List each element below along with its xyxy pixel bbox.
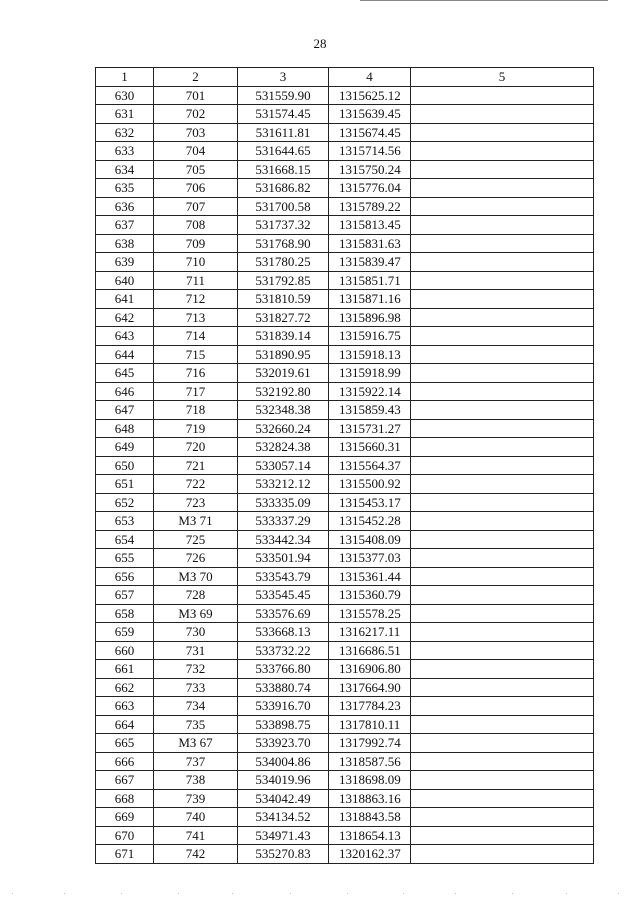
scan-speck [618,893,619,894]
cell-point-id: 718 [154,401,238,420]
cell-index: 669 [96,808,154,827]
cell-note [411,86,594,105]
table-row [96,845,594,864]
cell-index: 663 [96,697,154,716]
cell-x: 533766.80 [238,660,329,679]
cell-note [411,845,594,864]
cell-index: 648 [96,419,154,438]
cell-index: 631 [96,105,154,124]
table-row [96,419,594,438]
cell-point-id: МЗ 69 [154,604,238,623]
top-rule [360,0,608,1]
cell-y: 1315831.63 [329,234,411,253]
table-row [96,641,594,660]
cell-index: 637 [96,216,154,235]
cell-point-id: МЗ 71 [154,512,238,531]
cell-y: 1315896.98 [329,308,411,327]
cell-index: 630 [96,86,154,105]
table-row [96,826,594,845]
cell-x: 534042.49 [238,789,329,808]
cell-index: 661 [96,660,154,679]
coordinates-table [95,67,594,864]
cell-x: 531686.82 [238,179,329,198]
scan-speck [455,893,456,894]
scan-speck [290,893,291,894]
cell-x: 534004.86 [238,752,329,771]
cell-y: 1315625.12 [329,86,411,105]
cell-index: 650 [96,456,154,475]
cell-note [411,530,594,549]
cell-point-id: 740 [154,808,238,827]
cell-point-id: 717 [154,382,238,401]
cell-x: 533543.79 [238,567,329,586]
cell-point-id: 714 [154,327,238,346]
cell-x: 533923.70 [238,734,329,753]
cell-index: 652 [96,493,154,512]
cell-point-id: 737 [154,752,238,771]
page-number: 28 [313,36,327,51]
cell-point-id: 734 [154,697,238,716]
cell-index: 656 [96,567,154,586]
cell-y: 1317784.23 [329,697,411,716]
cell-y: 1315750.24 [329,160,411,179]
cell-note [411,179,594,198]
cell-y: 1315660.31 [329,438,411,457]
cell-y: 1315564.37 [329,456,411,475]
cell-note [411,678,594,697]
cell-point-id: 739 [154,789,238,808]
table-body [96,86,594,863]
scan-speck [12,893,13,894]
cell-index: 646 [96,382,154,401]
table-row [96,604,594,623]
cell-point-id: 730 [154,623,238,642]
table-row [96,715,594,734]
table-row [96,567,594,586]
cell-y: 1315871.16 [329,290,411,309]
cell-y: 1315674.45 [329,123,411,142]
cell-x: 531644.65 [238,142,329,161]
table-row [96,789,594,808]
cell-index: 642 [96,308,154,327]
cell-x: 531559.90 [238,86,329,105]
cell-point-id: 701 [154,86,238,105]
cell-index: 664 [96,715,154,734]
cell-point-id: 732 [154,660,238,679]
cell-note [411,715,594,734]
table-row [96,142,594,161]
cell-note [411,290,594,309]
cell-x: 533916.70 [238,697,329,716]
cell-index: 645 [96,364,154,383]
table-row [96,86,594,105]
column-header-2: 2 [154,68,238,87]
cell-index: 634 [96,160,154,179]
cell-x: 533501.94 [238,549,329,568]
cell-y: 1315918.13 [329,345,411,364]
cell-note [411,160,594,179]
cell-x: 532019.61 [238,364,329,383]
cell-y: 1315714.56 [329,142,411,161]
cell-point-id: 719 [154,419,238,438]
cell-x: 533668.13 [238,623,329,642]
cell-x: 531890.95 [238,345,329,364]
scan-speck [64,893,65,894]
cell-x: 535270.83 [238,845,329,864]
cell-x: 534134.52 [238,808,329,827]
cell-point-id: 728 [154,586,238,605]
table-row [96,771,594,790]
cell-note [411,401,594,420]
cell-point-id: 720 [154,438,238,457]
cell-point-id: 733 [154,678,238,697]
cell-note [411,567,594,586]
cell-x: 534019.96 [238,771,329,790]
cell-point-id: 715 [154,345,238,364]
cell-note [411,419,594,438]
table-row [96,290,594,309]
column-header-1: 1 [96,68,154,87]
cell-y: 1320162.37 [329,845,411,864]
cell-note [411,271,594,290]
cell-y: 1318698.09 [329,771,411,790]
cell-note [411,327,594,346]
cell-y: 1315813.45 [329,216,411,235]
cell-y: 1315578.25 [329,604,411,623]
table-row [96,734,594,753]
cell-x: 533576.69 [238,604,329,623]
cell-note [411,142,594,161]
cell-note [411,197,594,216]
cell-index: 651 [96,475,154,494]
cell-point-id: 704 [154,142,238,161]
cell-y: 1316686.51 [329,641,411,660]
cell-y: 1317664.90 [329,678,411,697]
cell-index: 643 [96,327,154,346]
cell-point-id: 716 [154,364,238,383]
table-row [96,382,594,401]
cell-note [411,623,594,642]
cell-note [411,641,594,660]
cell-note [411,734,594,753]
cell-point-id: 738 [154,771,238,790]
cell-x: 531668.15 [238,160,329,179]
scan-speck [403,893,404,894]
cell-index: 670 [96,826,154,845]
scan-speck [347,893,348,894]
cell-y: 1318587.56 [329,752,411,771]
table-row [96,808,594,827]
cell-x: 533545.45 [238,586,329,605]
cell-x: 532824.38 [238,438,329,457]
cell-x: 533898.75 [238,715,329,734]
cell-y: 1315377.03 [329,549,411,568]
cell-point-id: 721 [154,456,238,475]
cell-x: 531780.25 [238,253,329,272]
cell-point-id: 706 [154,179,238,198]
scan-speck [512,893,513,894]
cell-point-id: 708 [154,216,238,235]
cell-note [411,789,594,808]
cell-y: 1315453.17 [329,493,411,512]
cell-note [411,382,594,401]
cell-x: 533212.12 [238,475,329,494]
table-row [96,345,594,364]
column-header-5: 5 [411,68,594,87]
table-row [96,456,594,475]
table-row [96,160,594,179]
table-row [96,512,594,531]
table-row [96,105,594,124]
cell-note [411,234,594,253]
cell-index: 635 [96,179,154,198]
cell-y: 1318843.58 [329,808,411,827]
cell-x: 533442.34 [238,530,329,549]
cell-y: 1315918.99 [329,364,411,383]
cell-x: 531827.72 [238,308,329,327]
cell-note [411,216,594,235]
table-row [96,697,594,716]
table-row [96,549,594,568]
cell-index: 657 [96,586,154,605]
cell-y: 1317992.74 [329,734,411,753]
table-row [96,216,594,235]
cell-point-id: 726 [154,549,238,568]
scan-noise [0,893,640,895]
table-row [96,234,594,253]
cell-index: 671 [96,845,154,864]
cell-index: 638 [96,234,154,253]
cell-point-id: 712 [154,290,238,309]
cell-x: 533057.14 [238,456,329,475]
cell-y: 1316906.80 [329,660,411,679]
cell-x: 532192.80 [238,382,329,401]
table-row [96,123,594,142]
cell-note [411,604,594,623]
scan-speck [232,893,233,894]
table-row [96,401,594,420]
cell-note [411,512,594,531]
cell-point-id: 722 [154,475,238,494]
cell-point-id: 742 [154,845,238,864]
cell-y: 1315500.92 [329,475,411,494]
cell-index: 639 [96,253,154,272]
cell-index: 640 [96,271,154,290]
cell-y: 1315789.22 [329,197,411,216]
cell-x: 531574.45 [238,105,329,124]
cell-note [411,456,594,475]
cell-x: 531792.85 [238,271,329,290]
cell-x: 532348.38 [238,401,329,420]
cell-y: 1315916.75 [329,327,411,346]
cell-point-id: 707 [154,197,238,216]
cell-index: 654 [96,530,154,549]
table-row [96,197,594,216]
cell-point-id: 709 [154,234,238,253]
cell-note [411,475,594,494]
table-row [96,493,594,512]
table-row [96,364,594,383]
cell-y: 1315922.14 [329,382,411,401]
table-row [96,179,594,198]
cell-x: 531611.81 [238,123,329,142]
cell-index: 641 [96,290,154,309]
cell-note [411,493,594,512]
cell-point-id: 731 [154,641,238,660]
table-row [96,752,594,771]
cell-note [411,549,594,568]
cell-x: 533732.22 [238,641,329,660]
column-header-3: 3 [238,68,329,87]
cell-note [411,253,594,272]
cell-index: 636 [96,197,154,216]
cell-index: 653 [96,512,154,531]
cell-note [411,123,594,142]
cell-x: 531700.58 [238,197,329,216]
cell-point-id: 711 [154,271,238,290]
cell-y: 1318654.13 [329,826,411,845]
cell-x: 532660.24 [238,419,329,438]
cell-y: 1317810.11 [329,715,411,734]
cell-x: 533880.74 [238,678,329,697]
column-header-4: 4 [329,68,411,87]
cell-point-id: 741 [154,826,238,845]
cell-y: 1316217.11 [329,623,411,642]
cell-point-id: 725 [154,530,238,549]
cell-index: 665 [96,734,154,753]
table-row [96,678,594,697]
cell-x: 531810.59 [238,290,329,309]
cell-point-id: 705 [154,160,238,179]
cell-y: 1315360.79 [329,586,411,605]
cell-index: 649 [96,438,154,457]
cell-y: 1318863.16 [329,789,411,808]
table-row [96,327,594,346]
cell-index: 647 [96,401,154,420]
cell-note [411,308,594,327]
cell-point-id: МЗ 67 [154,734,238,753]
cell-index: 662 [96,678,154,697]
cell-point-id: 703 [154,123,238,142]
cell-note [411,771,594,790]
cell-index: 666 [96,752,154,771]
cell-y: 1315859.43 [329,401,411,420]
table-row [96,271,594,290]
cell-index: 667 [96,771,154,790]
cell-y: 1315839.47 [329,253,411,272]
cell-index: 632 [96,123,154,142]
cell-y: 1315731.27 [329,419,411,438]
cell-note [411,364,594,383]
cell-point-id: МЗ 70 [154,567,238,586]
cell-y: 1315639.45 [329,105,411,124]
scan-speck [178,893,179,894]
cell-x: 533335.09 [238,493,329,512]
table-row [96,253,594,272]
cell-index: 633 [96,142,154,161]
cell-note [411,808,594,827]
cell-y: 1315452.28 [329,512,411,531]
cell-point-id: 723 [154,493,238,512]
cell-point-id: 710 [154,253,238,272]
cell-index: 668 [96,789,154,808]
cell-y: 1315851.71 [329,271,411,290]
table-row [96,475,594,494]
cell-point-id: 702 [154,105,238,124]
table-row [96,586,594,605]
table-row [96,660,594,679]
cell-y: 1315776.04 [329,179,411,198]
cell-x: 531768.90 [238,234,329,253]
cell-note [411,345,594,364]
cell-index: 658 [96,604,154,623]
cell-y: 1315361.44 [329,567,411,586]
scan-speck [121,893,122,894]
table-header-row [96,68,594,87]
cell-index: 659 [96,623,154,642]
cell-note [411,697,594,716]
cell-note [411,752,594,771]
table-row [96,530,594,549]
cell-note [411,105,594,124]
cell-point-id: 735 [154,715,238,734]
cell-point-id: 713 [154,308,238,327]
cell-x: 531737.32 [238,216,329,235]
cell-note [411,438,594,457]
cell-x: 531839.14 [238,327,329,346]
table-row [96,308,594,327]
cell-index: 644 [96,345,154,364]
table-row [96,623,594,642]
cell-x: 533337.29 [238,512,329,531]
table-row [96,438,594,457]
scan-speck [566,893,567,894]
cell-index: 655 [96,549,154,568]
cell-note [411,586,594,605]
cell-note [411,660,594,679]
cell-y: 1315408.09 [329,530,411,549]
cell-index: 660 [96,641,154,660]
cell-x: 534971.43 [238,826,329,845]
cell-note [411,826,594,845]
